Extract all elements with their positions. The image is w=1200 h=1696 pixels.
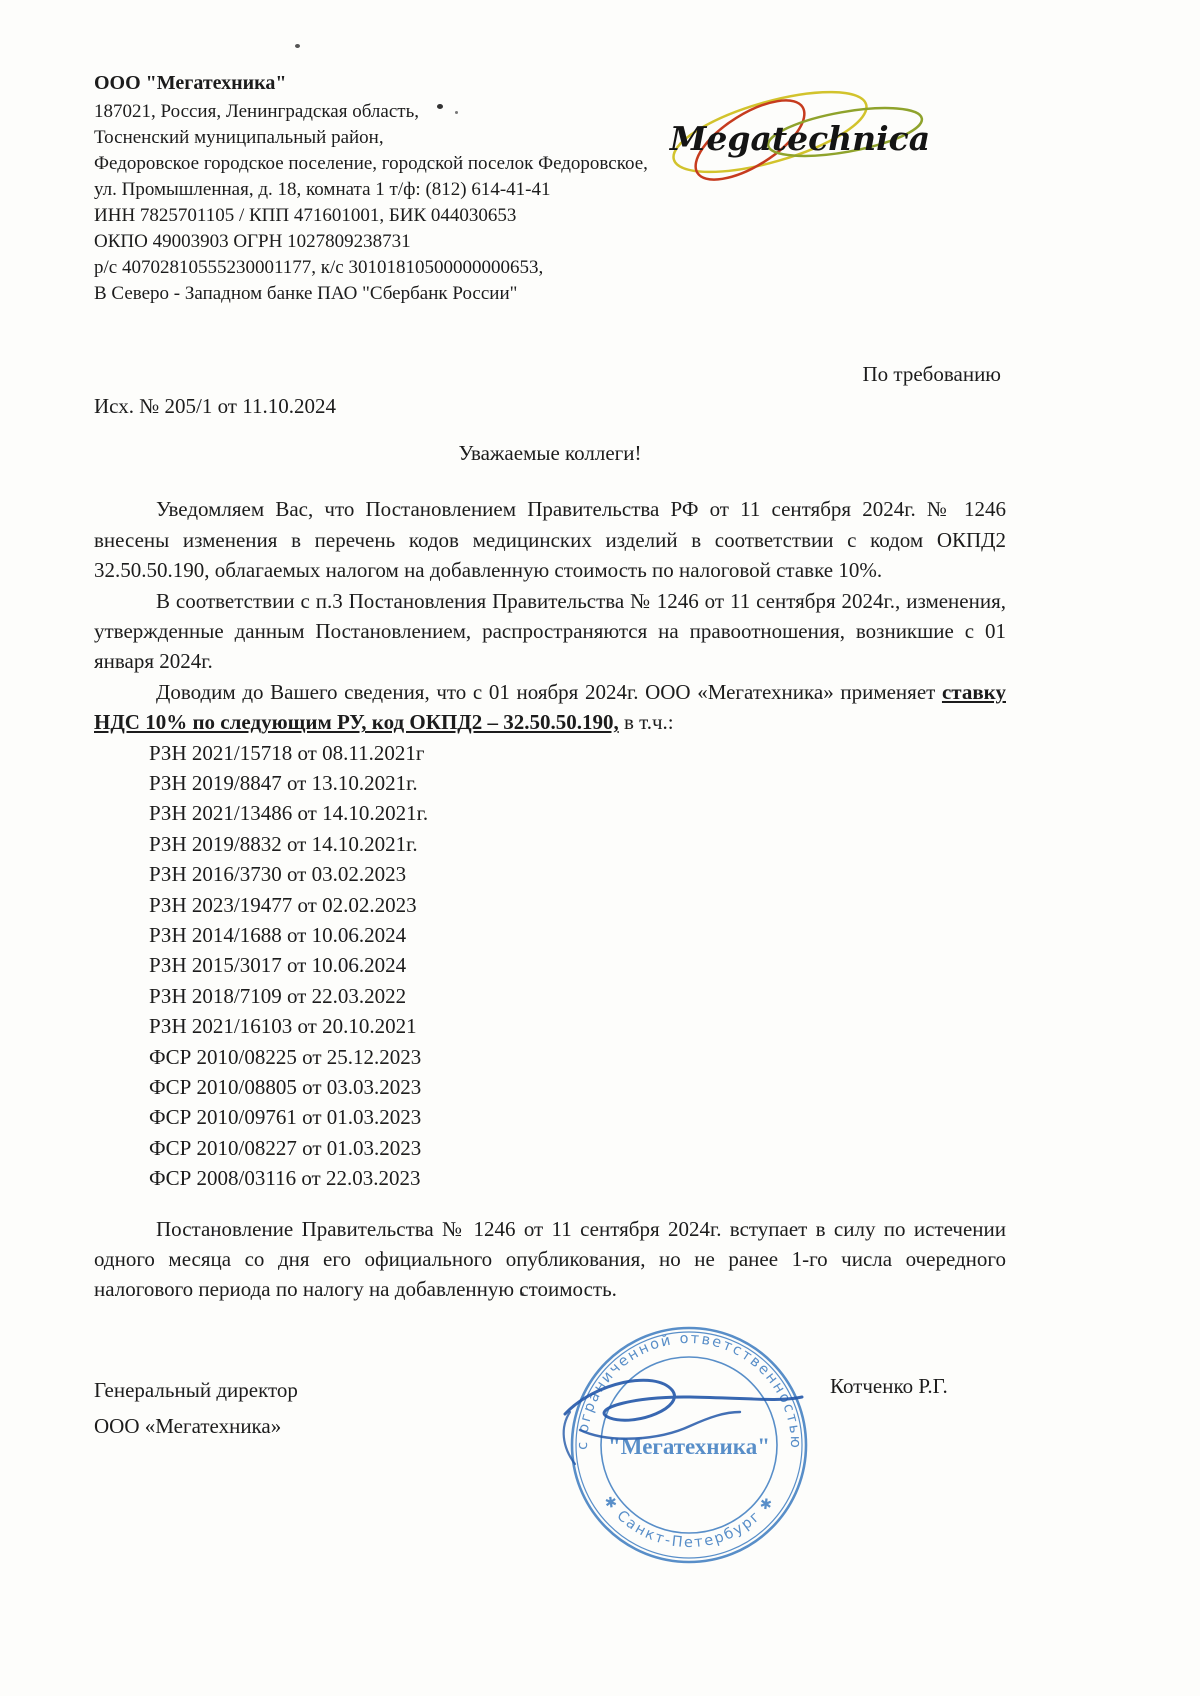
company-name: ООО "Мегатехника" xyxy=(94,72,287,94)
address-line: 187021, Россия, Ленинградская область, xyxy=(94,101,419,122)
registration-item: РЗН 2021/16103 от 20.10.2021 xyxy=(149,1014,417,1039)
closing-paragraph: Постановление Правительства № 1246 от 11 сентября 2024г. вступает в силу по истечении одного месяца со дня его официального опубликования, но не ранее 1-го числа очередного налогового периода по налогу на добавленную стоимость. xyxy=(94,1216,1006,1302)
registration-item: ФСР 2010/08227 от 01.03.2023 xyxy=(149,1135,422,1160)
signatory-title-line1: Генеральный директор xyxy=(94,1378,298,1402)
address-line: Федоровское городское поселение, городской поселок Федоровское, xyxy=(94,153,648,174)
registration-item: РЗН 2014/1688 от 10.06.2024 xyxy=(149,923,407,947)
letter-body xyxy=(94,438,1006,1305)
letterhead xyxy=(94,70,714,307)
registration-list xyxy=(149,738,1006,1194)
paragraph-1: Уведомляем Вас, что Постановлением Правительства РФ от 11 сентября 2024г. № 1246 внесены изменения в перечень кодов медицинских изделий в соответствии с кодом ОКПД2 32.50.50.190, облагаемых налогом на добавленную стоимость по налоговой ставке 10%. xyxy=(94,497,1006,583)
address-line: р/с 40702810555230001177, к/с 30101810500000000653, xyxy=(94,257,544,278)
scan-artifact xyxy=(295,44,300,48)
paragraph-2: В соответствии с п.3 Постановления Правительства № 1246 от 11 сентября 2024г., изменения, утвержденные данным Постановлением, распространяются на правоотношения, возникшие с 01 января 2024г. xyxy=(94,588,1006,674)
svg-text:✱ Санкт-Петербург ✱ xyxy=(600,1493,778,1551)
registration-item: РЗН 2021/13486 от 14.10.2021г. xyxy=(149,801,429,826)
stamp-ring-top-text: с ограниченной ответственностью xyxy=(574,1330,804,1451)
stamp-center-text: "Мегатехника" xyxy=(608,1434,770,1459)
registration-item: РЗН 2021/15718 от 08.11.2021г xyxy=(149,740,425,765)
signatory-title-line2: ООО «Мегатехника» xyxy=(94,1414,282,1438)
registration-item: ФСР 2010/09761 от 01.03.2023 xyxy=(149,1105,422,1130)
registration-item: РЗН 2019/8832 от 14.10.2021г. xyxy=(149,831,418,856)
address-line: В Северо - Западном банке ПАО "Сбербанк России" xyxy=(94,283,518,304)
signatory-name: Котченко Р.Г. xyxy=(830,1374,948,1398)
signature-scribble-icon xyxy=(540,1352,840,1482)
registration-item: ФСР 2008/03116 от 22.03.2023 xyxy=(149,1166,421,1191)
paragraph-3-lead: Доводим до Вашего сведения, что с 01 ноября 2024г. ООО «Мегатехника» применяет xyxy=(156,679,942,704)
registration-item: РЗН 2015/3017 от 10.06.2024 xyxy=(149,953,407,978)
paragraph-3 xyxy=(94,677,1006,738)
requirement-note: По требованию xyxy=(862,362,1001,386)
address-line: Тосненский муниципальный район, xyxy=(94,127,384,148)
registration-item: ФСР 2010/08225 от 25.12.2023 xyxy=(149,1044,422,1069)
outgoing-number: Исх. № 205/1 от 11.10.2024 xyxy=(94,394,336,418)
handwritten-signature xyxy=(540,1352,840,1482)
address-line: ИНН 7825701105 / КПП 471601001, БИК 044030653 xyxy=(94,205,517,226)
signatory-title xyxy=(94,1372,298,1444)
registration-item: РЗН 2016/3730 от 03.02.2023 xyxy=(149,862,407,887)
paragraph-3-tail: в т.ч.: xyxy=(618,710,674,735)
stamp-ring-bottom-text: ✱ Санкт-Петербург ✱ xyxy=(599,1493,779,1552)
logo-text: Megatechnica xyxy=(669,119,931,158)
registration-item: ФСР 2010/08805 от 03.03.2023 xyxy=(149,1074,422,1099)
logo-swoosh-icon xyxy=(650,74,940,204)
registration-item: РЗН 2018/7109 от 22.03.2022 xyxy=(149,983,407,1008)
address-line: ОКПО 49003903 ОГРН 1027809238731 xyxy=(94,231,411,252)
paragraph-3-emphasis: ставку НДС 10% по следующим РУ, код ОКПД2 – 32.50.50.190, xyxy=(94,679,1006,735)
salutation: Уважаемые коллеги! xyxy=(458,441,642,465)
registration-item: РЗН 2023/19477 от 02.02.2023 xyxy=(149,892,417,917)
address-line: ул. Промышленная, д. 18, комната 1 т/ф: (812) 614-41-41 xyxy=(94,179,551,200)
company-logo xyxy=(650,74,940,204)
registration-item: РЗН 2019/8847 от 13.10.2021г. xyxy=(149,771,418,796)
